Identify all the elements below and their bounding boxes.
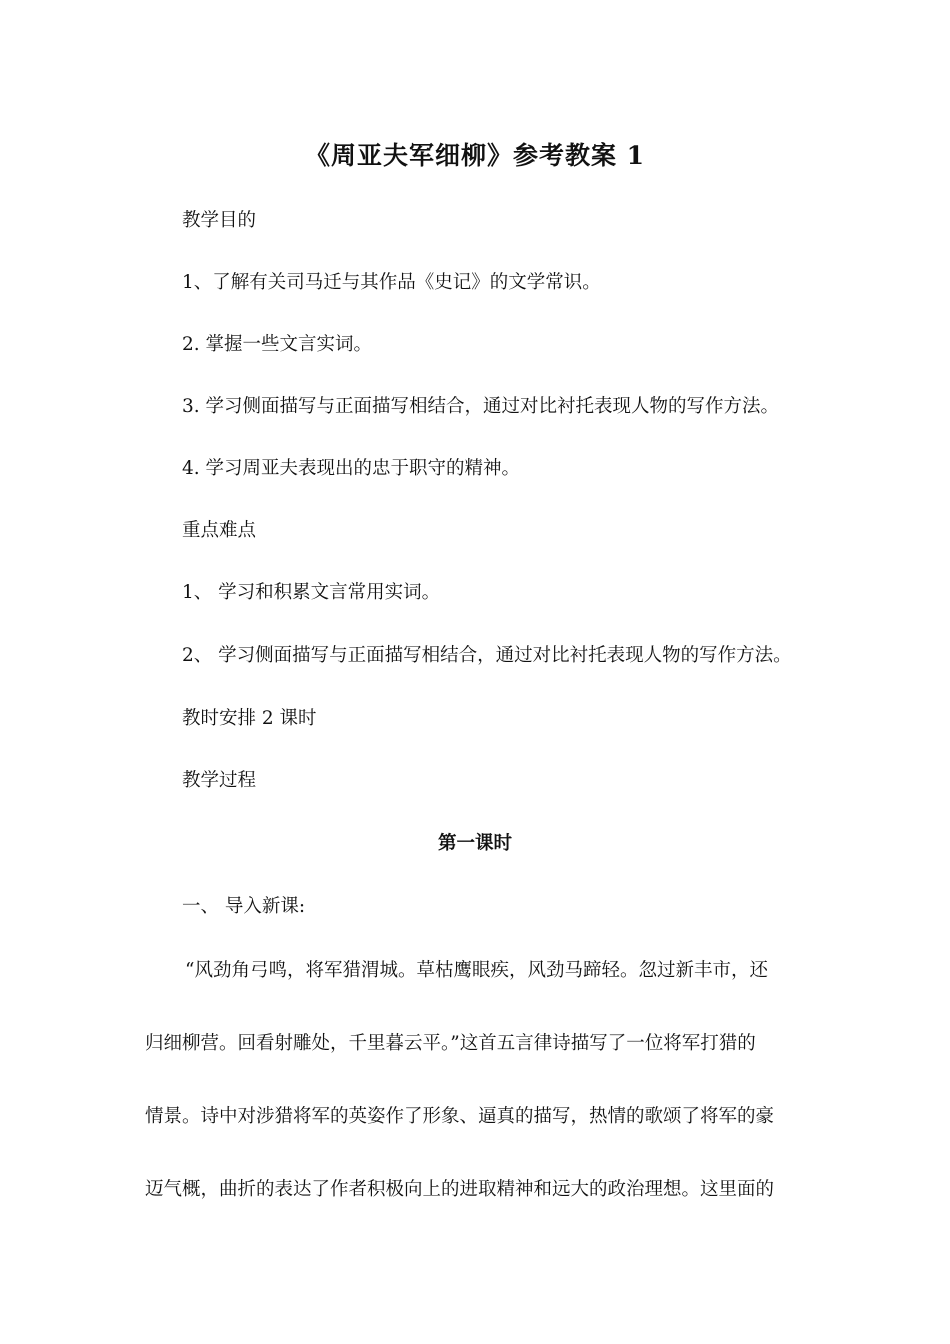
key-point-item: 1、 学习和积累文言常用实词。 [182, 582, 441, 603]
schedule-line: 教时安排 2 课时 [182, 708, 317, 729]
paragraph-line: 迈气概，曲折的表达了作者积极向上的进取精神和远大的政治理想。这里面的 [145, 1179, 775, 1200]
process-heading: 教学过程 [182, 770, 257, 791]
objective-item: 2. 掌握一些文言实词。 [182, 334, 373, 355]
key-points-heading: 重点难点 [182, 520, 257, 541]
document-title: 《周亚夫军细柳》参考教案 1 [304, 141, 646, 170]
paragraph-line: “风劲角弓鸣，将军猎渭城。草枯鹰眼疾，风劲马蹄轻。忽过新丰市，还 [185, 960, 768, 981]
objectives-heading: 教学目的 [182, 210, 257, 231]
paragraph-line: 归细柳营。回看射雕处，千里暮云平。”这首五言律诗描写了一位将军打猎的 [145, 1033, 756, 1054]
lesson-heading: 第一课时 [437, 833, 512, 854]
objective-item: 1、了解有关司马迁与其作品《史记》的文学常识。 [182, 272, 601, 293]
paragraph-line: 情景。诗中对涉猎将军的英姿作了形象、逼真的描写，热情的歌颂了将军的豪 [145, 1106, 775, 1127]
section-heading: 一、 导入新课: [182, 896, 306, 917]
objective-item: 4. 学习周亚夫表现出的忠于职守的精神。 [182, 458, 521, 479]
key-point-item: 2、 学习侧面描写与正面描写相结合，通过对比衬托表现人物的写作方法。 [182, 645, 792, 666]
objective-item: 3. 学习侧面描写与正面描写相结合，通过对比衬托表现人物的写作方法。 [182, 396, 780, 417]
